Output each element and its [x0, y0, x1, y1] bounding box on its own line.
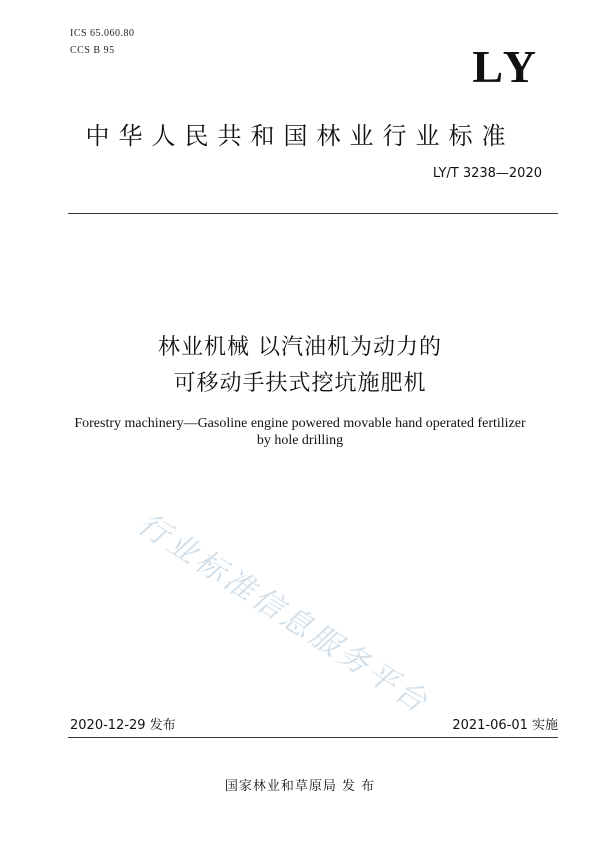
chinese-title-line-2: 可移动手扶式挖坑施肥机: [173, 371, 427, 396]
english-title-line-1: Forestry machinery—Gasoline engine powered movable hand operated fertilizer: [74, 416, 526, 431]
chinese-title-line-1: 林业机械 以汽油机为动力的: [158, 335, 442, 360]
bottom-divider: [68, 737, 558, 738]
standard-category-title: 中华人民共和国林业行业标准: [85, 122, 515, 150]
publisher: 国家林业和草原局 发 布: [224, 779, 376, 794]
ics-code: ICS 65.060.80: [70, 28, 135, 39]
top-divider: [68, 213, 558, 214]
ccs-code: CCS B 95: [70, 45, 115, 56]
issue-date: 2020-12-29 发布: [70, 718, 176, 733]
implementation-date: 2021-06-01 实施: [452, 718, 558, 733]
english-title-line-2: by hole drilling: [256, 433, 344, 448]
watermark-text: 行业标准信息服务平台: [131, 506, 436, 722]
standard-number: LY/T 3238—2020: [432, 166, 542, 181]
standard-logo: LY: [472, 41, 540, 92]
